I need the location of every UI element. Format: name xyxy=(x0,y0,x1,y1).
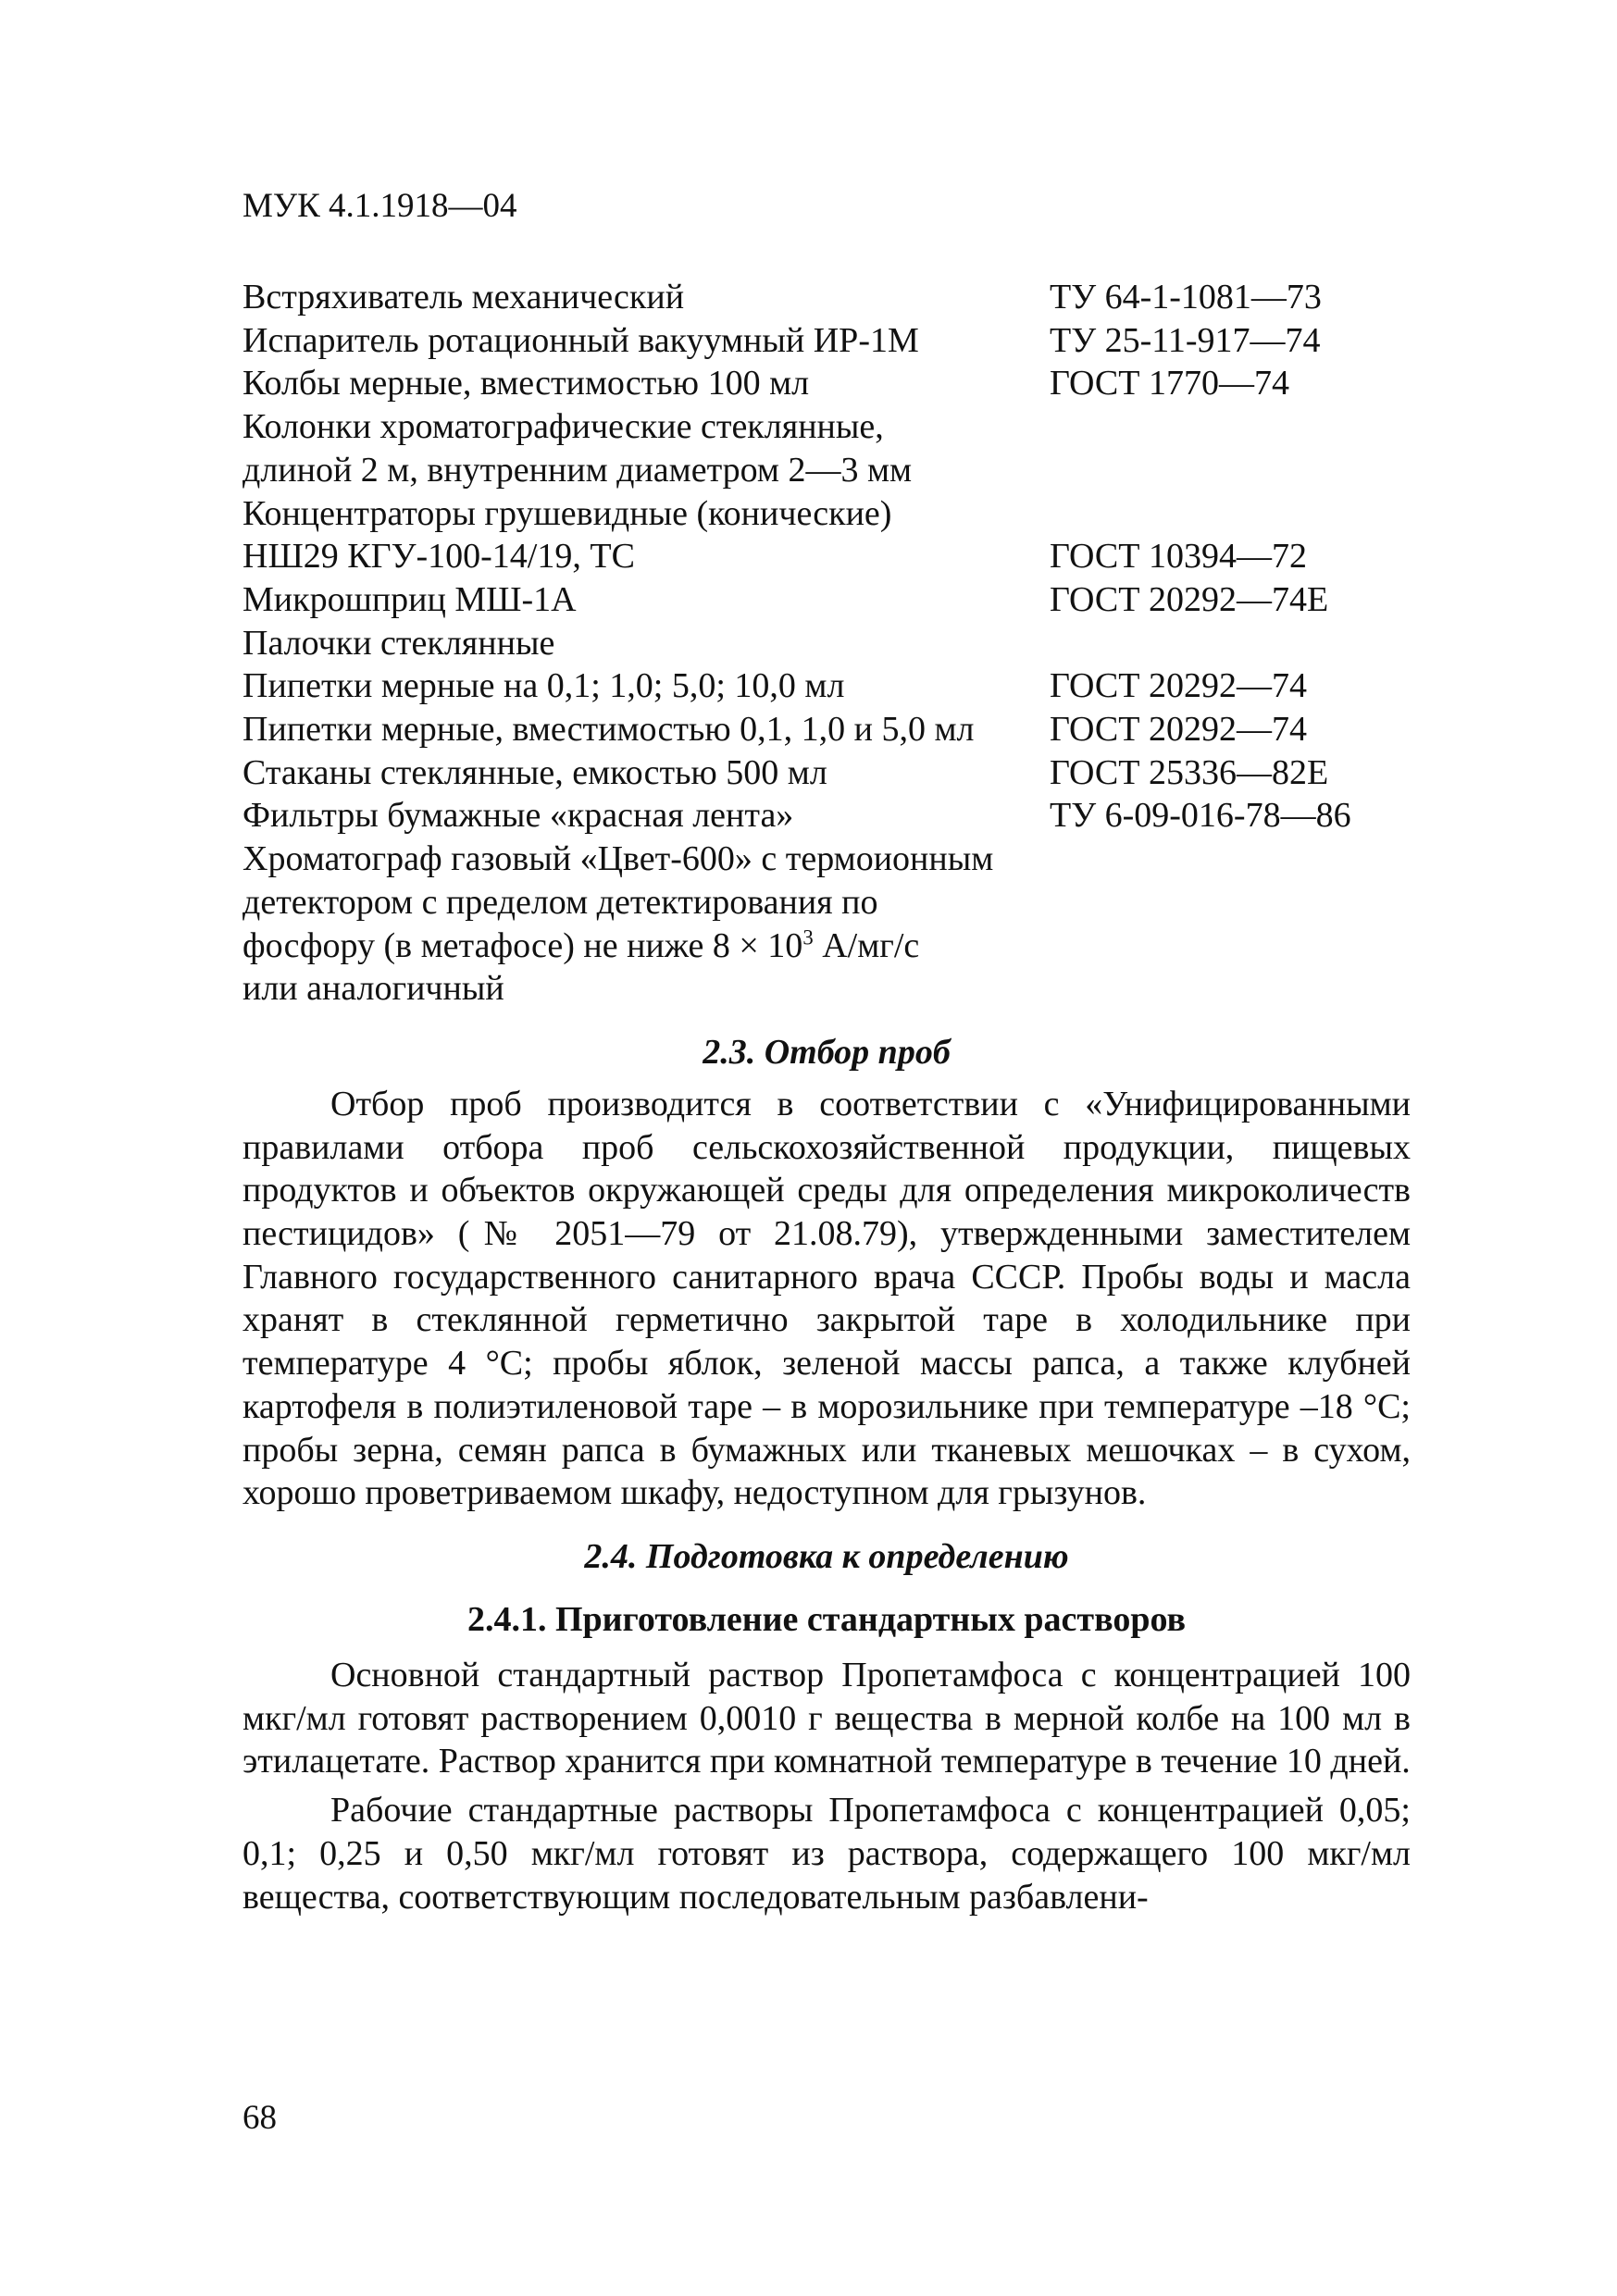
equipment-item xyxy=(243,622,1411,665)
equipment-name: Испаритель ротационный вакуумный ИР-1М xyxy=(243,320,919,360)
equipment-name: Колонки хроматографические стеклянные, длиной 2 м, внутренним диаметром 2—3 мм xyxy=(243,407,913,490)
equipment-item xyxy=(243,751,1411,795)
equipment-item xyxy=(243,276,1411,319)
equipment-item xyxy=(243,794,1411,838)
equipment-standard: ГОСТ 20292—74 xyxy=(1050,710,1307,750)
equipment-item xyxy=(243,664,1411,708)
document-page xyxy=(243,185,1411,1924)
equipment-standard: ТУ 25-11-917—74 xyxy=(1050,320,1321,360)
equipment-name: Фильтры бумажные «красная лента» xyxy=(243,796,794,836)
chromatograph-text-after: А/мг/с или аналогичный xyxy=(243,925,920,1009)
equipment-name: Концентраторы грушевидные (конические) НШ29 КГУ-100-14/19, ТС xyxy=(243,493,892,577)
section-heading-2-4: 2.4. Подготовка к определению xyxy=(584,1536,1069,1576)
equipment-standard: ГОСТ 25336—82Е xyxy=(1050,752,1329,792)
equipment-item xyxy=(243,362,1411,405)
sampling-paragraph: Отбор проб производится в соответствии с «Унифицированными правилами отбора проб сельскохозяйственной продукции, пищевых продуктов и объектов окружающей среды для определения микроколичеств пестицидов» (№ 2051—79 от 21.08.79), утвержденными заместителем Главного государственного санитарного врача СССР. Пробы воды и масла хранят в стеклянной герметично закрытой таре в холодильнике при температуре 4 °С; пробы яблок, зеленой массы рапса, а также клубней картофеля в полиэтиленовой таре – в морозильнике при температуре –18 °С; пробы зерна, семян рапса в бумажных или тканевых мешочках – в сухом, хорошо проветриваемом шкафу, недоступном для грызунов. xyxy=(243,1084,1411,1513)
chromatograph-description xyxy=(243,838,1411,1011)
equipment-name: Микрошприц МШ-1А xyxy=(243,579,577,619)
equipment-list xyxy=(243,276,1411,1011)
equipment-standard: ГОСТ 20292—74 xyxy=(1050,666,1307,706)
equipment-item xyxy=(243,405,1411,491)
subsection-heading-2-4-1: 2.4.1. Приготовление стандартных растворов xyxy=(466,1599,1187,1639)
equipment-item xyxy=(243,492,1411,578)
equipment-name: Пипетки мерные на 0,1; 1,0; 5,0; 10,0 мл xyxy=(243,666,845,706)
section-heading-2-3: 2.3. Отбор проб xyxy=(703,1032,951,1072)
running-header: МУК 4.1.1918—04 xyxy=(243,187,517,225)
equipment-standard: ГОСТ 1770—74 xyxy=(1050,364,1289,403)
page-number: 68 xyxy=(243,2099,277,2137)
equipment-standard: ГОСТ 10394—72 xyxy=(1050,537,1307,577)
working-solutions-paragraph: Рабочие стандартные растворы Пропетамфоса с концентрацией 0,05; 0,1; 0,25 и 0,50 мкг/мл готовят из раствора, содержащего 100 мкг/мл вещества, соответствующим последовательным разбавлени- xyxy=(243,1791,1411,1917)
chromatograph-text-before: Хроматограф газовый «Цвет-600» с термоионным детектором с пределом детектирования по фосфору (в метафосе) не ниже 8 × 10 xyxy=(243,839,994,965)
equipment-item-chromatograph xyxy=(243,838,1411,1011)
equipment-item xyxy=(243,708,1411,751)
equipment-name: Палочки стеклянные xyxy=(243,623,555,663)
equipment-standard: ТУ 64-1-1081—73 xyxy=(1050,278,1322,316)
stock-solution-paragraph: Основной стандартный раствор Пропетамфоса с концентрацией 100 мкг/мл готовят растворением 0,0010 г вещества в мерной колбе на 100 мл в этилацетате. Раствор хранится при комнатной температуре в течение 10 дней. xyxy=(243,1655,1411,1781)
equipment-name: Колбы мерные, вместимостью 100 мл xyxy=(243,364,810,403)
equipment-item xyxy=(243,578,1411,622)
equipment-standard: ГОСТ 20292—74Е xyxy=(1050,579,1329,619)
equipment-name: Встряхиватель механический xyxy=(243,278,685,316)
equipment-name: Пипетки мерные, вместимостью 0,1, 1,0 и 5,0 мл xyxy=(243,710,975,750)
equipment-name: Стаканы стеклянные, емкостью 500 мл xyxy=(243,752,827,792)
equipment-item xyxy=(243,319,1411,363)
equipment-standard: ТУ 6-09-016-78—86 xyxy=(1050,796,1351,836)
chromatograph-exponent: 3 xyxy=(802,925,814,949)
